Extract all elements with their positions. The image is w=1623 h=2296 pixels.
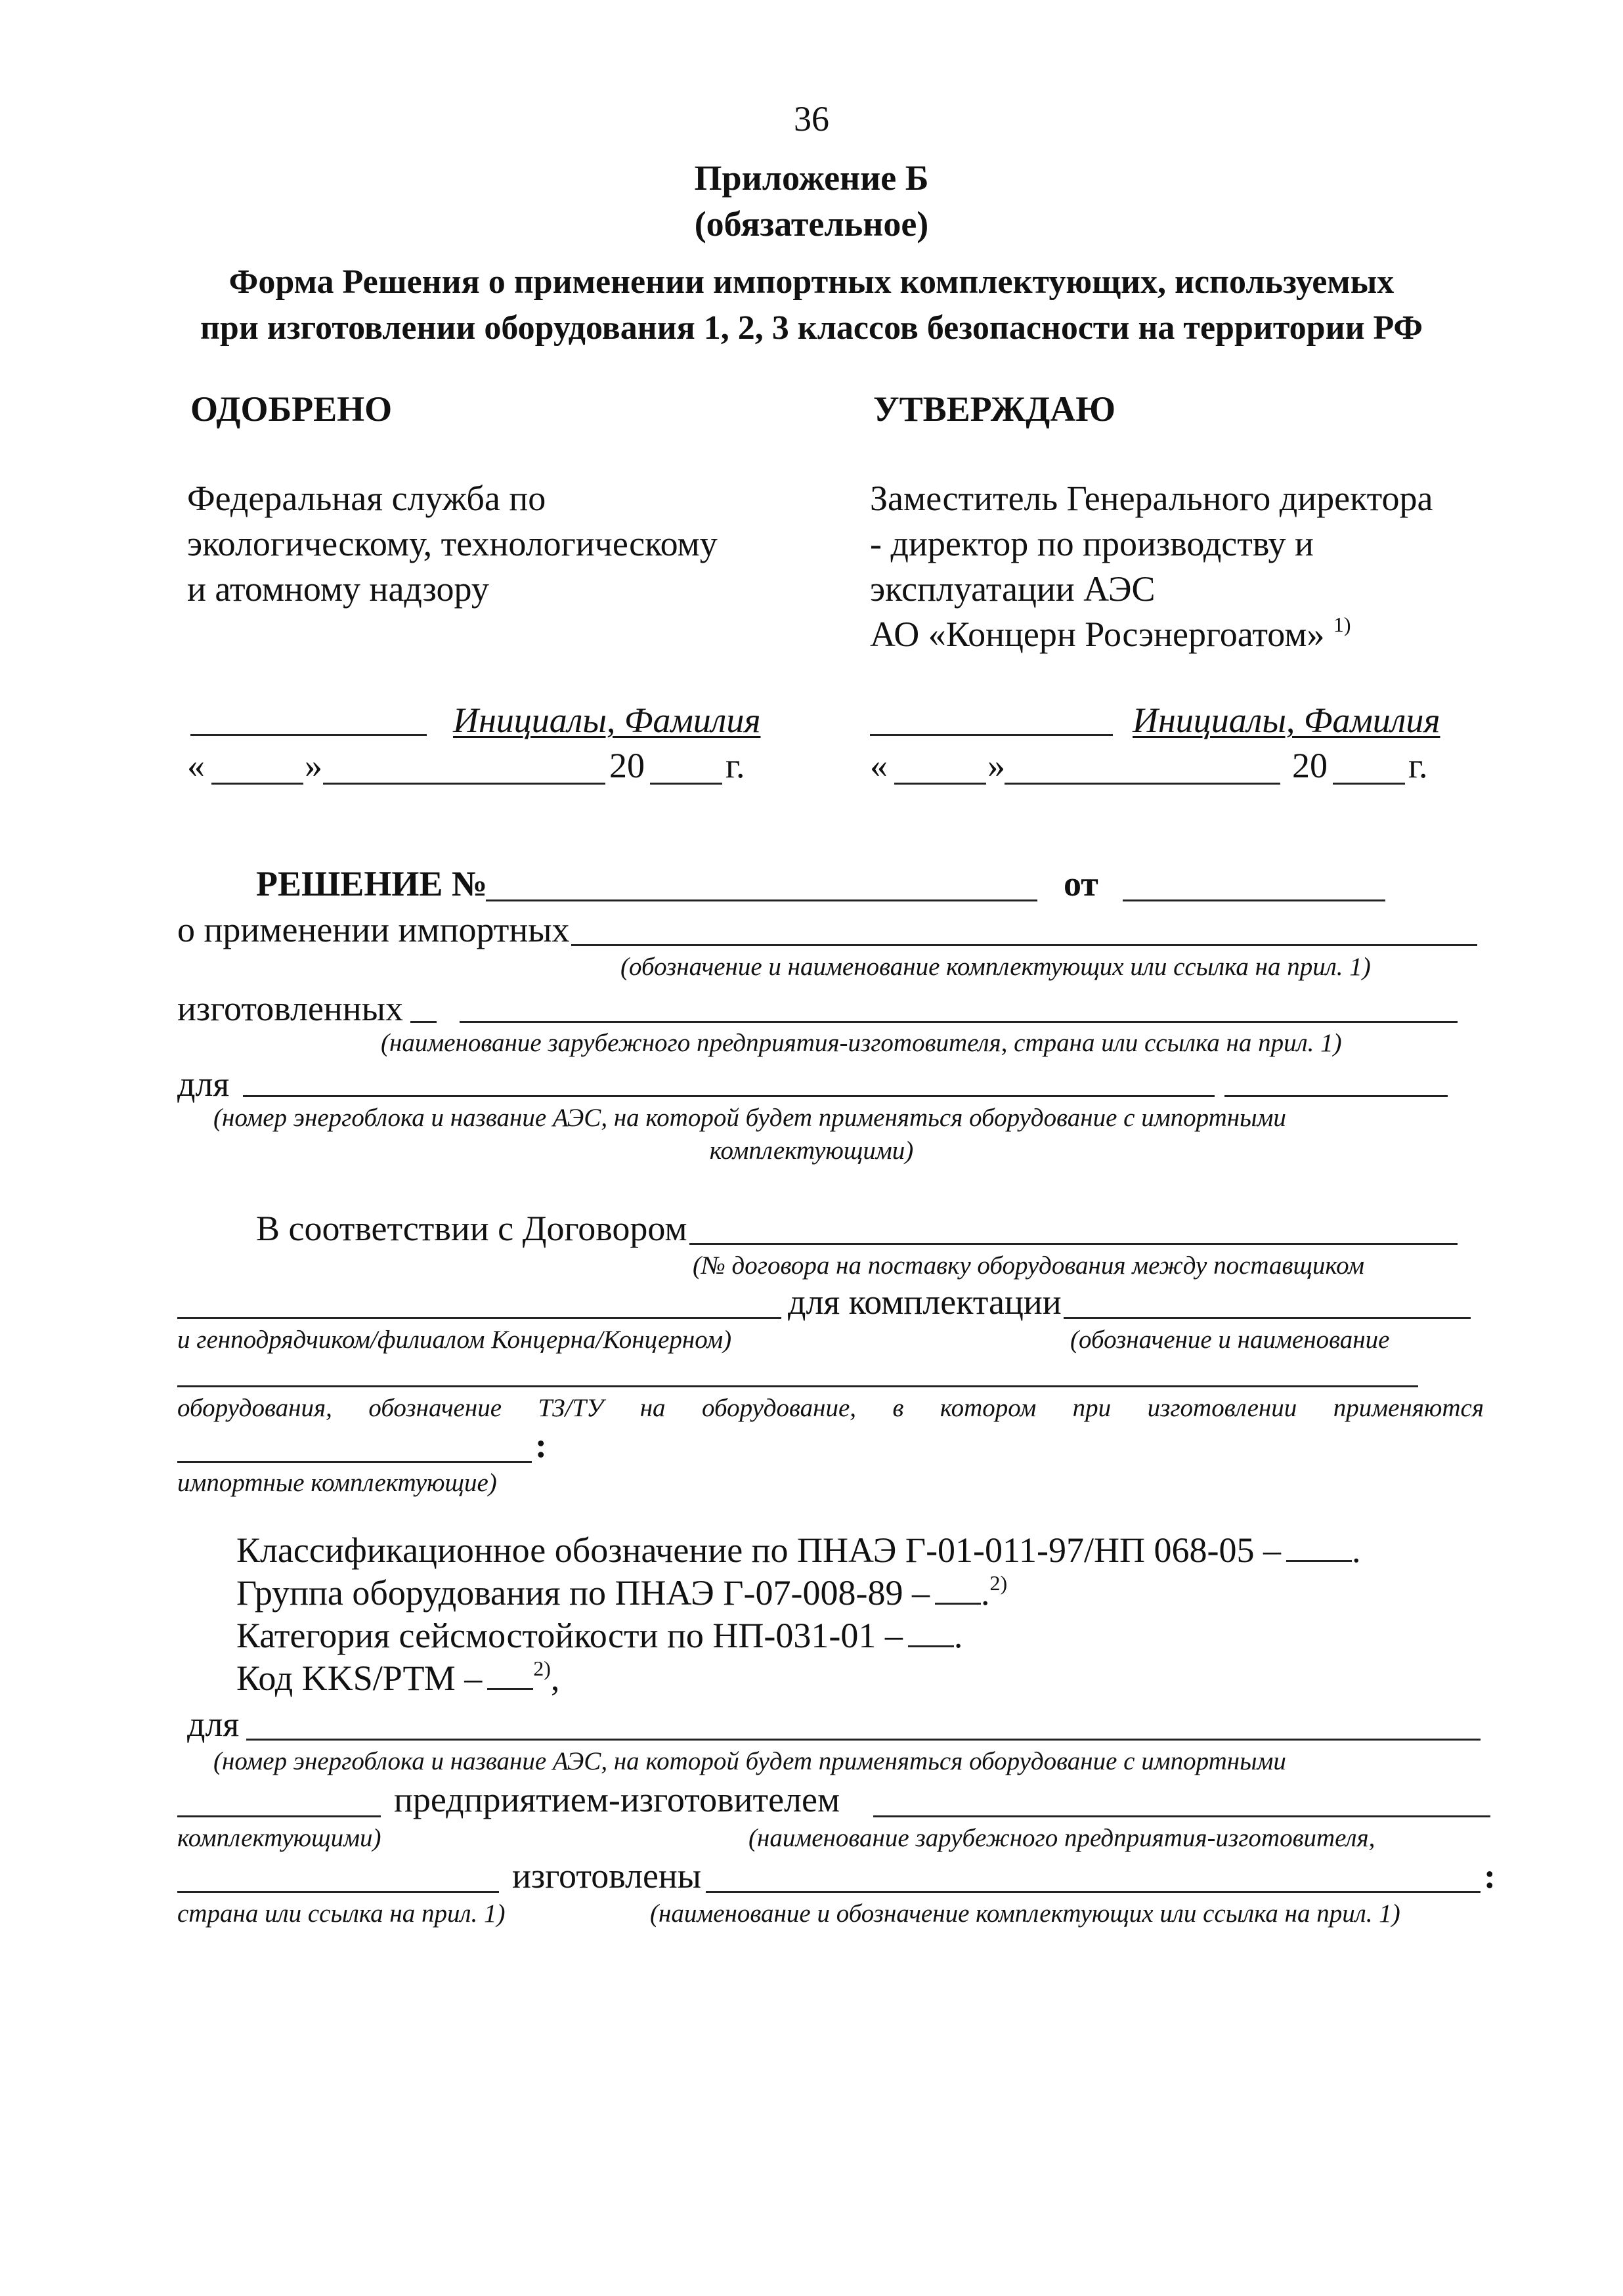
final-enterprise: предприятием-изготовителем [394,1780,840,1819]
approved-org-line: Федеральная служба по [187,479,546,518]
form-title-line1: Форма Решения о применении импортных комплектующих, используемых [228,263,1395,301]
components-field[interactable] [571,944,1477,946]
unit-caption: (номер энергоблока и название АЭС, на которой будет применяться оборудование с импортными [213,1104,1286,1132]
contract-text: В соответствии с Договором [256,1209,687,1248]
final-unit-field[interactable] [246,1739,1481,1741]
date-year: 20 [609,746,645,785]
unit-caption: комплектующими) [709,1137,914,1165]
confirm-org-line: АО «Концерн Росэнергоатом» $^{1)}$ [870,613,1351,654]
final-enterprise-field[interactable] [873,1815,1490,1817]
final-colon: : [1484,1856,1496,1895]
class-line-1: Классификационное обозначение по ПНАЭ Г-01-011-97/НП 068-05 – . [236,1530,1361,1570]
final-for: для [187,1704,240,1744]
approved-signature: Инициалы, Фамилия [453,701,761,740]
contract-completion: для комплектации [788,1282,1062,1322]
date-month-field[interactable] [1005,783,1280,785]
unit-field-end[interactable] [1224,1095,1448,1097]
date-quote-close: » [305,746,322,785]
final-caption-2b: (наименование зарубежного предприятия-изготовителя, [748,1824,1375,1852]
signature-line[interactable] [190,734,427,736]
date-month-field[interactable] [323,783,605,785]
equipment-field[interactable] [1064,1317,1471,1319]
manufacturer-field[interactable] [460,1021,1458,1023]
decision-made: изготовленных [177,989,403,1028]
class-field-2[interactable] [935,1576,981,1605]
spec-colon: : [535,1425,547,1465]
confirm-org-line: - директор по производству и [870,524,1314,563]
contractor-caption: и генподрядчиком/филиалом Концерна/Концерном) [177,1326,732,1354]
manufacturer-caption: (наименование зарубежного предприятия-изготовителя, страна или ссылка на прил. 1) [381,1029,1342,1057]
final-made: изготовлены [512,1856,702,1895]
confirm-org-line: Заместитель Генерального директора [870,479,1433,518]
equipment-caption-2: оборудования, обозначение ТЗ/ТУ на оборудование, в котором при изготовлении применяются [177,1394,1484,1422]
unit-field[interactable] [243,1095,1215,1097]
decision-number-field[interactable] [486,899,1037,901]
appendix-status: (обязательное) [694,204,929,244]
date-year-field[interactable] [650,783,722,785]
appendix-title: Приложение Б [694,158,929,198]
class-line-4: Код KKS/РТМ – $^{2)}$, [236,1657,560,1698]
components-caption: (обозначение и наименование комплектующих или ссылка на прил. 1) [620,953,1371,981]
manufacturer-field-prefix[interactable] [410,1021,437,1023]
decision-date-field[interactable] [1123,899,1385,901]
date-year: 20 [1292,746,1328,785]
page-number: 36 [794,99,829,139]
final-caption-2a: комплектующими) [177,1824,381,1852]
approved-heading: ОДОБРЕНО [190,389,393,429]
decision-about: о применении импортных [177,910,570,949]
decision-label: РЕШЕНИЕ № [256,864,488,903]
spec-caption: импортные комплектующие) [177,1469,497,1497]
footnote-marker: 1) [1333,613,1351,636]
form-title-line2: при изготовлении оборудования 1, 2, 3 классов безопасности на территории РФ [200,309,1423,347]
equipment-caption: (обозначение и наименование [1070,1326,1390,1354]
confirm-signature: Инициалы, Фамилия [1133,701,1440,740]
date-quote-open: « [870,746,888,785]
contract-number-field[interactable] [689,1243,1458,1245]
date-quote-close: » [987,746,1005,785]
class-field-3[interactable] [908,1619,954,1647]
contract-caption: (№ договора на поставку оборудования между поставщиком [693,1251,1365,1280]
decision-from: от [1064,864,1098,903]
final-caption-3a: страна или ссылка на прил. 1) [177,1899,506,1928]
date-year-suffix: г. [1408,746,1428,785]
signature-line[interactable] [870,734,1113,736]
approved-org-line: и атомному надзору [187,569,489,609]
confirm-org-line: эксплуатации АЭС [870,569,1156,609]
final-unit-caption: (номер энергоблока и название АЭС, на которой будет применяться оборудование с импортными [213,1747,1286,1775]
date-day-field[interactable] [211,783,303,785]
final-caption-3b: (наименование и обозначение комплектующих или ссылка на прил. 1) [650,1899,1400,1928]
spec-field[interactable] [177,1461,532,1463]
final-unit-field-2[interactable] [177,1815,381,1817]
class-line-3: Категория сейсмостойкости по НП-031-01 – . [236,1616,963,1655]
date-year-field[interactable] [1333,783,1405,785]
confirm-heading: УТВЕРЖДАЮ [873,389,1116,429]
final-country-field[interactable] [177,1891,499,1893]
decision-for: для [177,1064,230,1104]
equipment-field-line2[interactable] [177,1385,1418,1387]
date-day-field[interactable] [894,783,986,785]
approved-org-line: экологическому, технологическому [187,524,718,563]
contractor-field[interactable] [177,1317,781,1319]
class-field-4[interactable] [487,1662,533,1690]
class-line-2: Группа оборудования по ПНАЭ Г-07-008-89 – .$^{2)}$ [236,1571,1008,1613]
date-year-suffix: г. [725,746,745,785]
class-field-1[interactable] [1286,1534,1352,1562]
final-components-field[interactable] [706,1891,1481,1893]
date-quote-open: « [187,746,205,785]
